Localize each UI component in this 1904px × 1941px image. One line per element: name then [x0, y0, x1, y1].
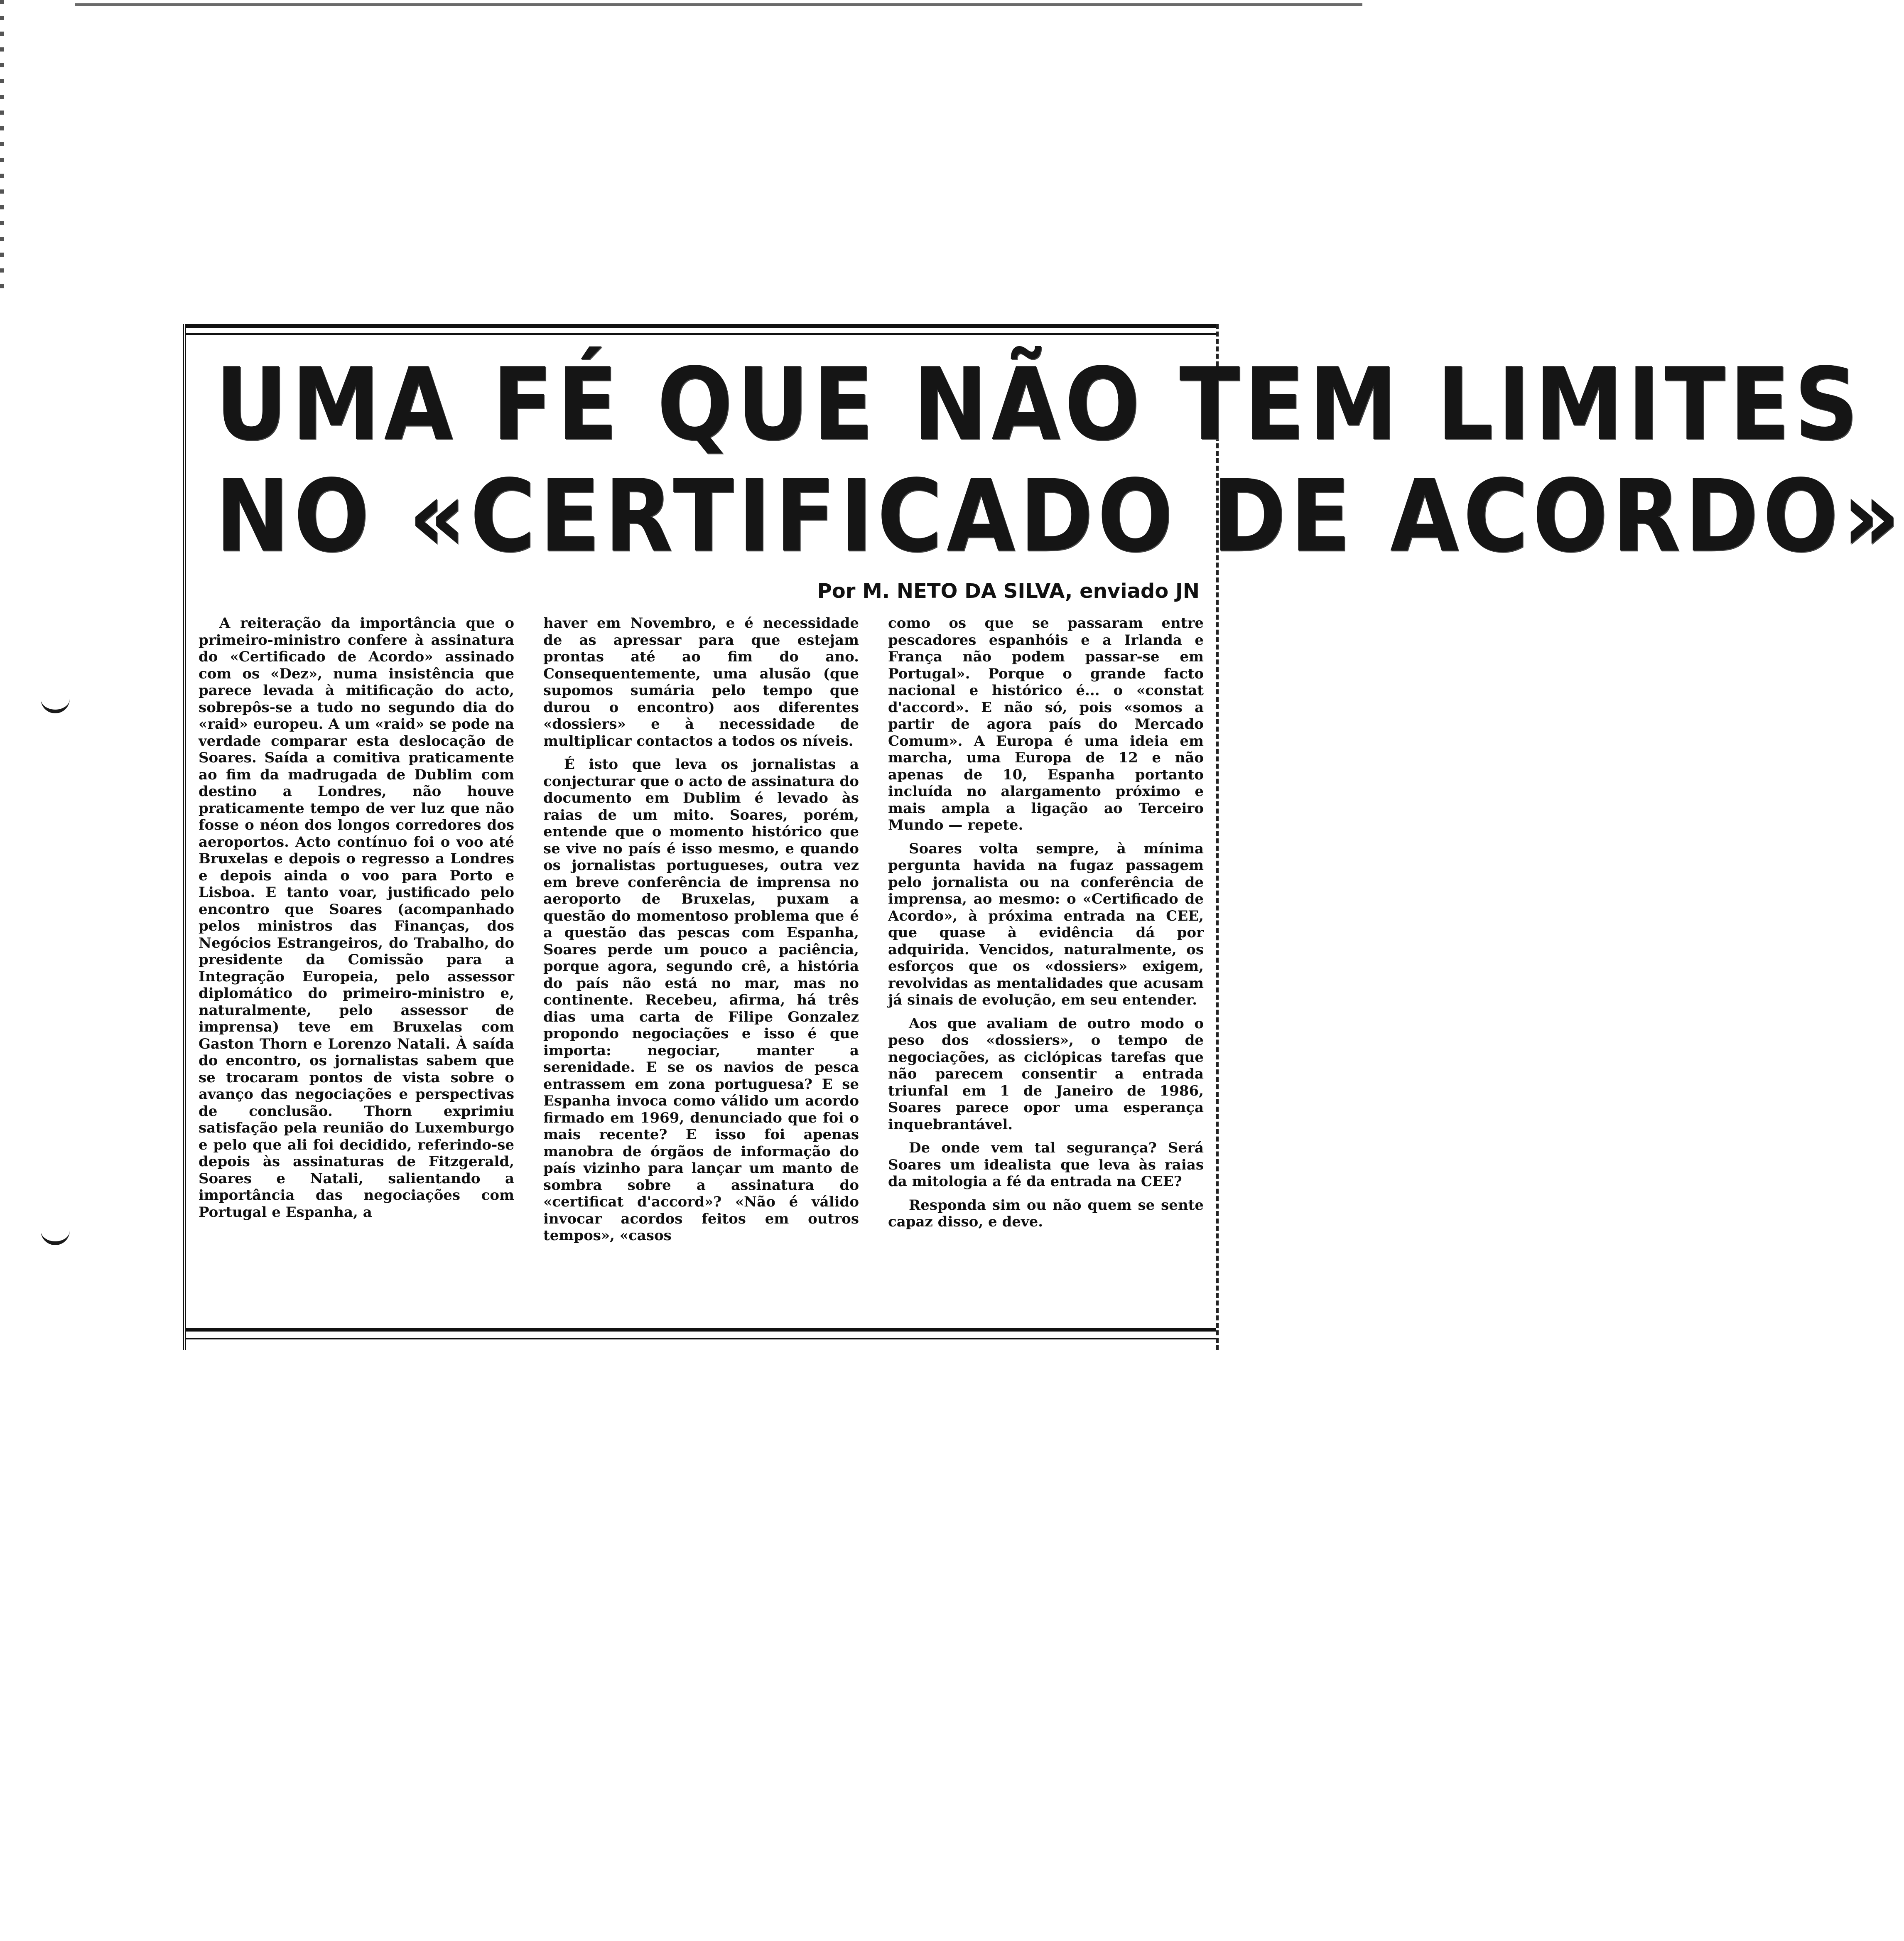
- newspaper-clipping: [183, 324, 1904, 1350]
- punch-hole-mark: [41, 1221, 70, 1245]
- article-body: [199, 615, 1204, 1321]
- bottom-rule: [186, 1328, 1216, 1332]
- top-rule: [186, 324, 1216, 328]
- paragraph: Responda sim ou não quem se sente capaz disso, e deve.: [888, 1197, 1204, 1230]
- top-rule-thin: [186, 333, 1216, 335]
- column-1: [199, 615, 514, 1321]
- headline-line-2: NO «CERTIFICADO DE ACORDO»: [215, 458, 1904, 575]
- paragraph: haver em Novembro, e é necessidade de as apressar para que estejam prontas até ao fim do ano. Consequentemente, uma alusão (que supomos sumária pelo tempo que durou o encontro) aos diferentes «dossiers» e à necessidade de multiplicar contactos a todos os níveis.: [543, 615, 859, 749]
- paragraph: Aos que avaliam de outro modo o peso dos «dossiers», o tempo de negociações, as ciclópicas tarefas que não parecem consentir a entrada triunfal em 1 de Janeiro de 1986, Soares parece opor uma esperança inquebrantável.: [888, 1015, 1204, 1133]
- paragraph: como os que se passaram entre pescadores espanhóis e a Irlanda e França não podem passar-se em Portugal». Porque o grande facto nacional e histórico é... o «constat d'accord». E não só, pois «somos a partir de agora país do Mercado Comum». A Europa é uma ideia em marcha, uma Europa de 12 e não apenas de 10, Espanha portanto incluída no alargamento próximo e mais ampla a ligação ao Terceiro Mundo — repete.: [888, 615, 1204, 833]
- paragraph: De onde vem tal segurança? Será Soares um idealista que leva às raias da mitologia a fé da entrada na CEE?: [888, 1140, 1204, 1190]
- punch-hole-mark: [41, 690, 70, 713]
- bottom-rule-thin: [186, 1338, 1216, 1339]
- column-3: [888, 615, 1204, 1321]
- byline: Por M. NETO DA SILVA, enviado JN: [817, 580, 1200, 603]
- page-edge: [75, 3, 1362, 6]
- paragraph: É isto que leva os jornalistas a conjecturar que o acto de assinatura do documento em Dublim é levado às raias de um mito. Soares, porém, entende que o momento histórico que se vive no país é isso mesmo, e quando os jornalistas portugueses, outra vez em breve conferência de imprensa no aeroporto de Bruxelas, puxam a questão do momentoso problema que é a questão das pescas com Espanha, Soares perde um pouco a paciência, porque agora, segundo crê, a história do país não está no mar, mas no continente. Recebeu, afirma, há três dias uma carta de Filipe Gonzalez propondo negociações e isso é que importa: negociar, manter a serenidade. E se os navios de pesca entrassem em zona portuguesa? E se Espanha invoca como válido um acordo firmado em 1969, denunciado que foi o mais recente? E isso foi apenas manobra de órgãos de informação do país vizinho para lançar um manto de sombra sobre a assinatura do «certificat d'accord»? «Não é válido invocar acordos feitos em outros tempos», «casos: [543, 756, 859, 1244]
- headline: [215, 346, 1904, 575]
- paragraph: A reiteração da importância que o primeiro-ministro confere à assinatura do «Certificado de Acordo» assinado com os «Dez», numa insistência que parece levada à mitificação do acto, sobrepôs-se a tudo no segundo dia do «raid» europeu. A um «raid» se pode na verdade comparar esta deslocação de Soares. Saída a comitiva praticamente ao fim da madrugada de Dublim com destino a Londres, não houve praticamente tempo de ver luz que não fosse o néon dos longos corredores dos aeroportos. Acto contínuo foi o voo até Bruxelas e depois o regresso a Londres e depois ainda o voo para Porto e Lisboa. E tanto voar, justificado pelo encontro que Soares (acompanhado pelos ministros das Finanças, dos Negócios Estrangeiros, do Trabalho, do presidente da Comissão para a Integração Europeia, pelo assessor diplomático do primeiro-ministro e, naturalmente, pelo assessor de imprensa) teve em Bruxelas com Gaston Thorn e Lorenzo Natali. À saída do encontro, os jornalistas sabem que se trocaram pontos de vista sobre o avanço das negociações e perspectivas de conclusão. Thorn exprimiu satisfação pela reunião do Luxemburgo e pelo que ali foi decidido, referindo-se depois às assinaturas de Fitzgerald, Soares e Natali, salientando a importância das negociações com Portugal e Espanha, a: [199, 615, 514, 1221]
- headline-line-1: UMA FÉ QUE NÃO TEM LIMITES: [215, 346, 1862, 463]
- paragraph: Soares volta sempre, à mínima pergunta havida na fugaz passagem pelo jornalista ou na conferência de imprensa, ao mesmo: o «Certificado de Acordo», à próxima entrada na CEE, que quase à evidência dá por adquirida. Vencidos, naturalmente, os esforços que os «dossiers» exigem, revolvidas as mentalidades que acusam já sinais de evolução, em seu entender.: [888, 840, 1204, 1008]
- column-2: [543, 615, 859, 1321]
- page-edge-left: [0, 0, 4, 291]
